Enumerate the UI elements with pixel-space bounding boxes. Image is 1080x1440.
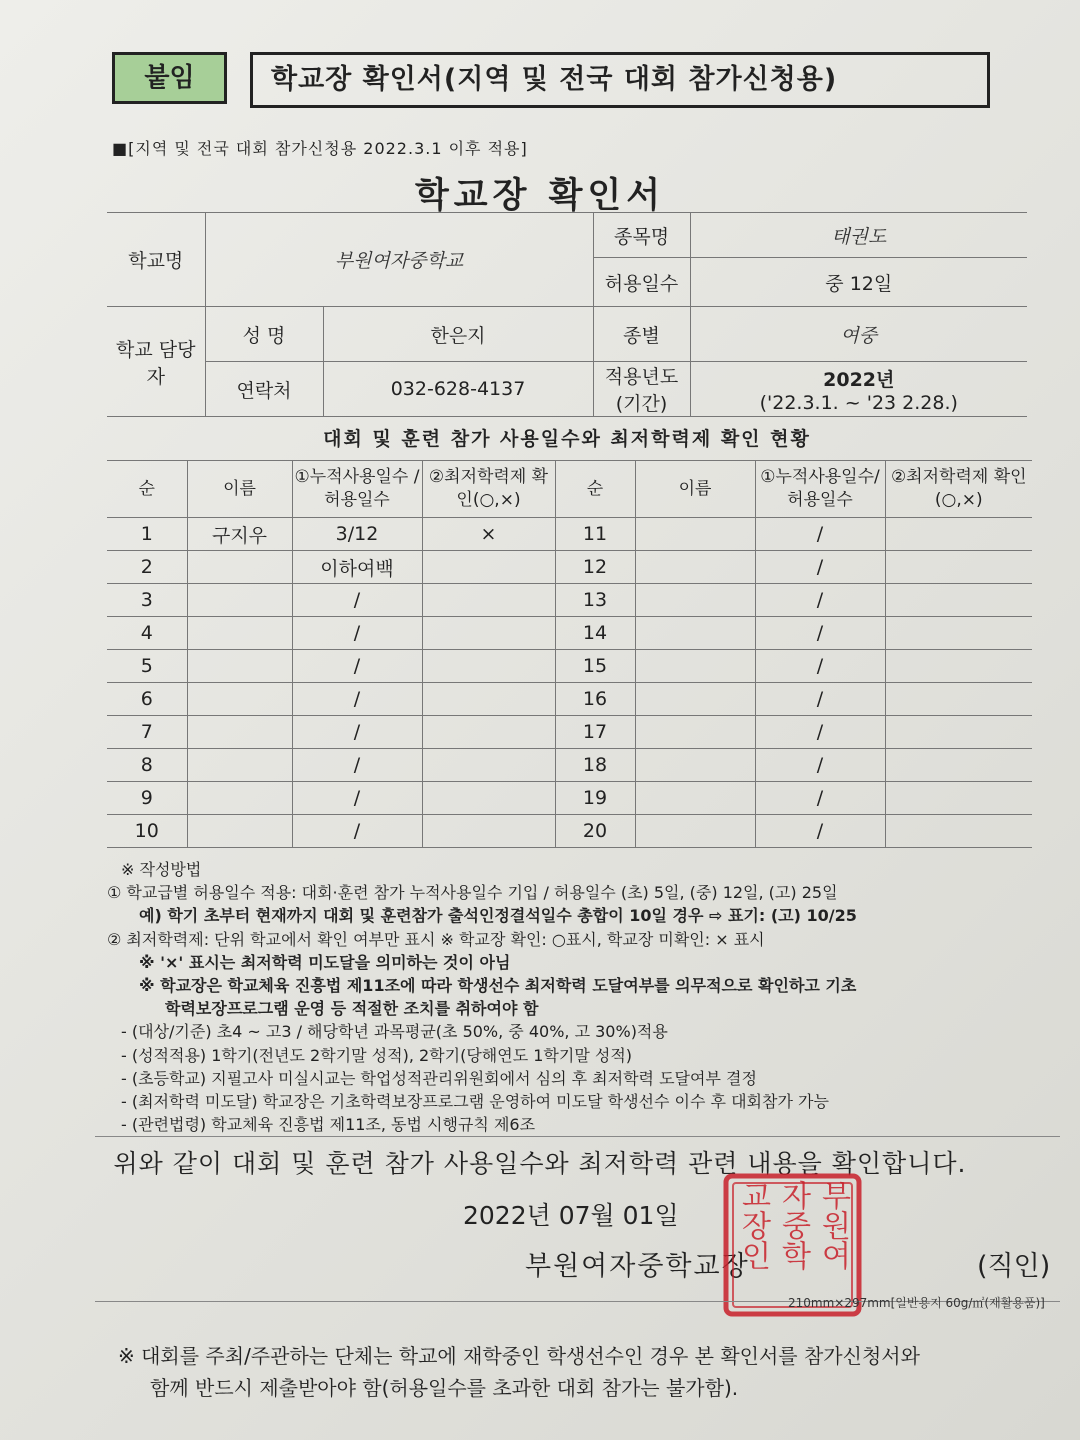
info-table [107, 212, 1027, 417]
usage-table [107, 460, 1032, 848]
row-days-2: / [755, 782, 885, 815]
row-days: 이하여백 [292, 551, 422, 584]
row-days: 3/12 [292, 518, 422, 551]
row-check-2 [885, 518, 1032, 551]
usage-rows [107, 518, 1032, 848]
row-name-2 [635, 650, 755, 683]
row-name [187, 617, 292, 650]
table-row [107, 782, 1032, 815]
row-no: 7 [107, 716, 187, 749]
name-label: 성 명 [205, 307, 323, 362]
header-days-2: ①누적사용일수/ 허용일수 [755, 461, 885, 518]
row-check [422, 782, 555, 815]
table-row [107, 584, 1032, 617]
row-no-2: 17 [555, 716, 635, 749]
row-no-2: 12 [555, 551, 635, 584]
row-no-2: 13 [555, 584, 635, 617]
table-row [107, 551, 1032, 584]
principal-name: 부원여자중학교장 [525, 1251, 750, 1282]
allowed-days-value: 중 12일 [690, 258, 1027, 307]
row-days-2: / [755, 617, 885, 650]
period-value: ('22.3.1. ~ '23 2.28.) [759, 391, 958, 414]
row-check [422, 584, 555, 617]
confirmation-text: 위와 같이 대회 및 훈련 참가 사용일수와 최저학력 관련 내용을 확인합니다. [113, 1149, 967, 1178]
row-name [187, 650, 292, 683]
row-no: 4 [107, 617, 187, 650]
detail-3: - (초등학교) 지필고사 미실시교는 학업성적관리위원회에서 심의 후 최저학력 도달여부 결정 [121, 1068, 757, 1088]
row-days: / [292, 815, 422, 848]
note-1-example: 예) 학기 초부터 현재까지 대회 및 훈련참가 출석인정결석일수 총합이 10일 경우 ⇨ 표기: (고) 10/25 [139, 906, 857, 926]
header-no-2: 순 [555, 461, 635, 518]
sport-label: 종목명 [593, 213, 690, 258]
manager-label: 학교 담당자 [107, 307, 205, 417]
row-name: 구지우 [187, 518, 292, 551]
row-no: 2 [107, 551, 187, 584]
header-no: 순 [107, 461, 187, 518]
row-days: / [292, 782, 422, 815]
division-value: 여중 [690, 307, 1027, 362]
row-check [422, 749, 555, 782]
row-check [422, 650, 555, 683]
note-2-a: ※ '×' 표시는 최저학력 미도달을 의미하는 것이 아님 [139, 952, 511, 972]
row-check-2 [885, 782, 1032, 815]
row-name [187, 749, 292, 782]
row-days-2: / [755, 650, 885, 683]
table-row [107, 650, 1032, 683]
note-1: ① 학교급별 허용일수 적용: 대회·훈련 참가 누적사용일수 기입 / 허용일수 (초) 5일, (중) 12일, (고) 25일 [107, 883, 838, 903]
row-no: 8 [107, 749, 187, 782]
row-name-2 [635, 617, 755, 650]
school-value: 부원여자중학교 [205, 213, 593, 307]
header-name-2: 이름 [635, 461, 755, 518]
row-check-2 [885, 650, 1032, 683]
footnote-line-1: ※ 대회를 주최/주관하는 단체는 학교에 재학중인 학생선수인 경우 본 확인서를 참가신청서와 [118, 1344, 920, 1368]
row-days: / [292, 617, 422, 650]
row-name-2 [635, 716, 755, 749]
note-2: ② 최저학력제: 단위 학교에서 확인 여부만 표시 ※ 학교장 확인: ○표시, 학교장 미확인: × 표시 [107, 929, 765, 949]
row-check: × [422, 518, 555, 551]
table-row [107, 683, 1032, 716]
contact-label: 연락처 [205, 362, 323, 417]
row-name-2 [635, 683, 755, 716]
seal-column-3: 교장인 [735, 1180, 771, 1270]
year-value: 2022년 [823, 368, 895, 391]
row-check [422, 815, 555, 848]
sport-value: 태권도 [690, 213, 1027, 258]
row-name-2 [635, 518, 755, 551]
header-check: ②최저학력제 확인(○,×) [422, 461, 555, 518]
row-days: / [292, 749, 422, 782]
row-name [187, 815, 292, 848]
row-no-2: 18 [555, 749, 635, 782]
seal-column-1: 부원여 [815, 1180, 851, 1270]
row-check [422, 551, 555, 584]
year-cell [690, 362, 1027, 417]
header-check-2: ②최저학력제 확인(○,×) [885, 461, 1032, 518]
header-days: ①누적사용일수 /허용일수 [292, 461, 422, 518]
row-name-2 [635, 584, 755, 617]
row-check-2 [885, 617, 1032, 650]
row-days-2: / [755, 551, 885, 584]
row-name [187, 716, 292, 749]
table-row [107, 749, 1032, 782]
row-name [187, 683, 292, 716]
applicability-notice: ■[지역 및 전국 대회 참가신청용 2022.3.1 이후 적용] [112, 139, 528, 158]
row-no: 10 [107, 815, 187, 848]
divider-top [95, 1136, 1060, 1137]
row-check-2 [885, 683, 1032, 716]
detail-1: - (대상/기준) 초4 ~ 고3 / 해당학년 과목평균(초 50%, 중 40%, 고 30%)적용 [121, 1022, 668, 1042]
row-days-2: / [755, 584, 885, 617]
row-no: 1 [107, 518, 187, 551]
status-title: 대회 및 훈련 참가 사용일수와 최저학력제 확인 현황 [323, 428, 811, 450]
note-2-b2: 학력보장프로그램 운영 등 적절한 조치를 취하여야 함 [165, 999, 539, 1019]
row-no: 3 [107, 584, 187, 617]
contact-value: 032-628-4137 [323, 362, 593, 417]
row-name [187, 584, 292, 617]
row-name [187, 551, 292, 584]
notes-heading: ※ 작성방법 [121, 860, 202, 879]
row-check-2 [885, 551, 1032, 584]
name-value: 한은지 [323, 307, 593, 362]
row-days-2: / [755, 815, 885, 848]
paper-spec: 210mm×297mm[일반용지 60g/㎡(재활용품)] [788, 1296, 1045, 1310]
row-check [422, 617, 555, 650]
row-name-2 [635, 782, 755, 815]
row-days: / [292, 716, 422, 749]
row-no-2: 16 [555, 683, 635, 716]
detail-4: - (최저학력 미도달) 학교장은 기초학력보장프로그램 운영하여 미도달 학생선수 이수 후 대회참가 가능 [121, 1091, 829, 1111]
division-label: 종별 [593, 307, 690, 362]
note-2-b1: ※ 학교장은 학교체육 진흥법 제11조에 따라 학생선수 최저학력 도달여부를 의무적으로 확인하고 기초 [139, 975, 857, 995]
attachment-badge: 붙임 [112, 52, 227, 104]
footnote [118, 1340, 1038, 1404]
row-no-2: 11 [555, 518, 635, 551]
row-check-2 [885, 815, 1032, 848]
year-label: 적용년도 (기간) [593, 362, 690, 417]
row-check [422, 716, 555, 749]
row-days-2: / [755, 518, 885, 551]
instructions [107, 858, 1047, 1136]
footnote-line-2: 함께 반드시 제출받아야 함(허용일수를 초과한 대회 참가는 불가함). [150, 1376, 739, 1400]
row-days-2: / [755, 683, 885, 716]
header-name: 이름 [187, 461, 292, 518]
seal-label: (직인) [977, 1251, 1051, 1282]
row-name [187, 782, 292, 815]
row-days: / [292, 683, 422, 716]
row-no-2: 14 [555, 617, 635, 650]
row-days-2: / [755, 749, 885, 782]
school-label: 학교명 [107, 213, 205, 307]
seal-column-2: 자중학 [775, 1180, 811, 1270]
row-check-2 [885, 716, 1032, 749]
row-days: / [292, 584, 422, 617]
row-no-2: 19 [555, 782, 635, 815]
row-no: 6 [107, 683, 187, 716]
table-row [107, 518, 1032, 551]
issue-date: 2022년 07월 01일 [463, 1201, 679, 1230]
table-row [107, 815, 1032, 848]
usage-header-row [107, 461, 1032, 518]
row-no: 9 [107, 782, 187, 815]
detail-5: - (관련법령) 학교체육 진흥법 제11조, 동법 시행규칙 제6조 [121, 1115, 536, 1135]
row-no-2: 20 [555, 815, 635, 848]
allowed-days-label: 허용일수 [593, 258, 690, 307]
row-name-2 [635, 815, 755, 848]
row-days: / [292, 650, 422, 683]
row-check-2 [885, 584, 1032, 617]
header [112, 52, 992, 108]
row-no-2: 15 [555, 650, 635, 683]
row-check [422, 683, 555, 716]
table-row [107, 617, 1032, 650]
document-title: 학교장 확인서 [414, 176, 666, 216]
row-no: 5 [107, 650, 187, 683]
row-days-2: / [755, 716, 885, 749]
header-title: 학교장 확인서(지역 및 전국 대회 참가신청용) [250, 52, 990, 108]
table-row [107, 716, 1032, 749]
row-name-2 [635, 749, 755, 782]
row-check-2 [885, 749, 1032, 782]
detail-2: - (성적적용) 1학기(전년도 2학기말 성적), 2학기(당해연도 1학기말 성적) [121, 1045, 633, 1065]
row-name-2 [635, 551, 755, 584]
